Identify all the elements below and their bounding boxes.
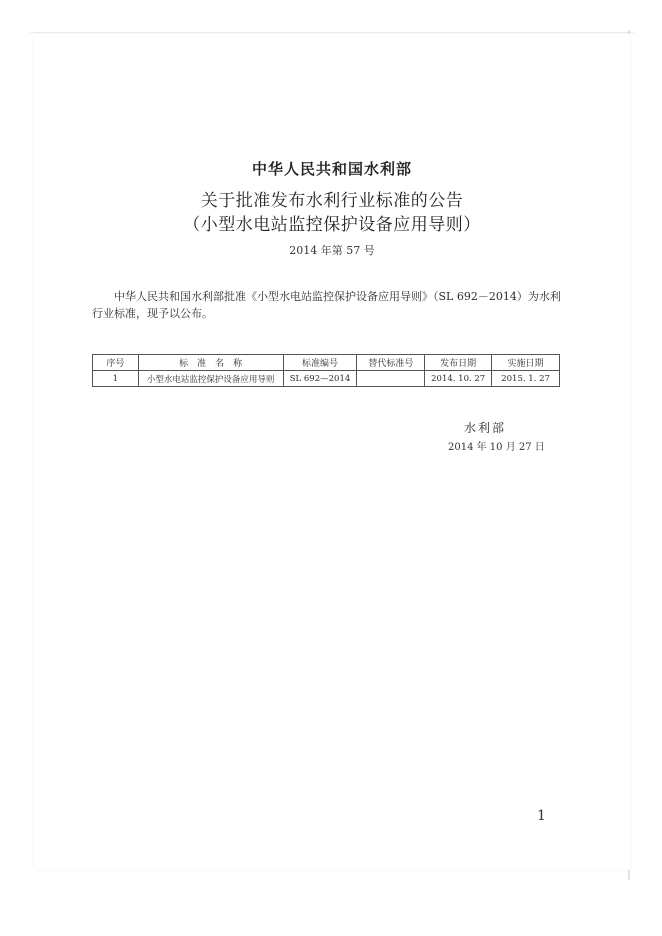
table-header-row (93, 355, 560, 371)
page-number: 1 (537, 808, 546, 824)
header-replaced-standard: 替代标准号 (357, 355, 425, 371)
issuing-organization: 中华人民共和国水利部 (251, 160, 412, 178)
document-page (34, 34, 630, 870)
header-standard-number: 标准编号 (283, 355, 357, 371)
announcement-body: 中华人民共和国水利部批准《小型水电站监控保护设备应用导则》（SL 692－2014）为水利行业标准，现予以公布。 (92, 290, 561, 320)
standards-table (92, 354, 560, 387)
header-standard-name: 标 准 名 称 (138, 355, 283, 371)
document-number: 2014 年第 57 号 (289, 244, 375, 257)
table-row (93, 371, 560, 387)
header-release-date: 发布日期 (425, 355, 492, 371)
cell-standard-name: 小型水电站监控保护设备应用导则 (138, 371, 283, 387)
issue-date: 2014 年 10 月 27 日 (448, 442, 545, 453)
announcement-subtitle: （小型水电站监控保护设备应用导则） (183, 215, 481, 235)
announcement-title: 关于批准发布水利行业标准的公告 (200, 191, 464, 211)
issuer-signature: 水利部 (464, 421, 507, 435)
header-serial: 序号 (93, 355, 139, 371)
cell-replaced-standard (357, 371, 425, 387)
cell-effective-date: 2015. 1. 27 (492, 371, 560, 387)
scan-edge-top (30, 32, 634, 33)
header-effective-date: 实施日期 (492, 355, 560, 371)
cell-standard-number: SL 692—2014 (283, 371, 357, 387)
cell-serial: 1 (93, 371, 139, 387)
cell-release-date: 2014. 10. 27 (425, 371, 492, 387)
